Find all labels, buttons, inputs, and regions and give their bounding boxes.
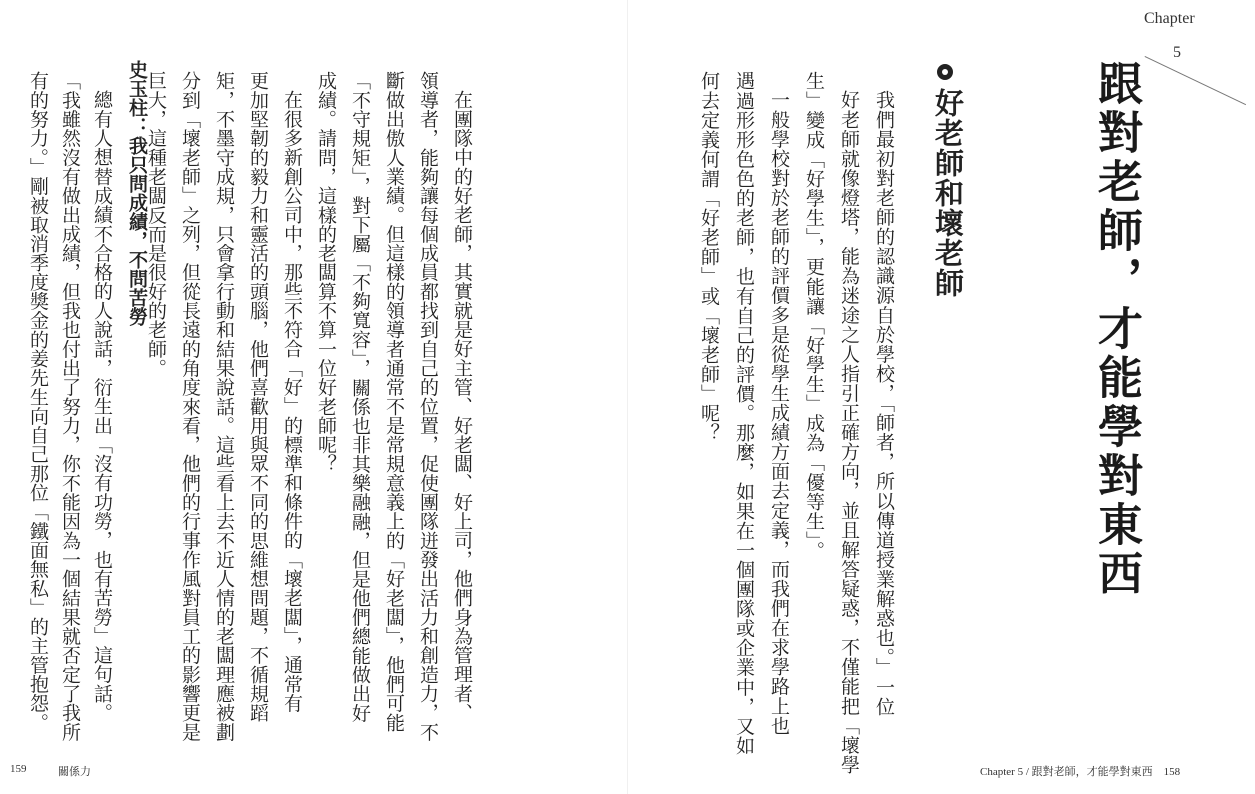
body-line: 更加堅韌的毅力和靈活的頭腦，他們喜歡用與眾不同的思維想問題，不循規蹈 [247, 71, 269, 723]
body-line: 在很多新創公司中，那些不符合「好」的標準和條件的「壞老闆」，通常有 [281, 90, 303, 713]
chapter-title: 跟對老師，才能學對東西 [1090, 60, 1143, 599]
body-line: 分到「壞老師」之列，但從長遠的角度來看，他們的行事作風對員工的影響更是 [179, 71, 201, 742]
chapter-number: 5 [1173, 44, 1181, 61]
running-title: 關係力 [58, 766, 91, 778]
body-line: 在團隊中的好老師，其實就是好主管、好老闆、好上司，他們身為管理者、 [451, 90, 473, 722]
right-page [628, 0, 1255, 794]
subheading: 史玉柱：我只問成績，不問苦勞 [126, 60, 148, 326]
body-line: 成績。請問，這樣的老闆算不算一位好老師呢？ [315, 71, 337, 474]
left-page [0, 0, 627, 794]
body-line: 我們最初對老師的認識源自於學校，「師者，所以傳道授業解惑也。」一位 [873, 90, 895, 717]
page-folio: Chapter 5 / 跟對老師，才能學對東西 158 [980, 766, 1181, 778]
body-line: 遇過形形色色的老師，也有自己的評價。那麼，如果在一個團隊或企業中，又如 [733, 71, 755, 756]
body-line: 一般學校對於老師的評價多是從學生成績方面去定義，而我們在求學路上也 [768, 90, 790, 736]
body-line: 領導者，能夠讓每個成員都找到自己的位置，促使團隊迸發出活力和創造力，不 [417, 71, 439, 742]
body-line: 生」變成「好學生」，更能讓「好學生」成為「優等生」。 [803, 71, 825, 561]
body-line: 矩，不墨守成規，只會拿行動和結果說話。這些看上去不近人情的老闆理應被劃 [213, 71, 235, 742]
chapter-label: Chapter [1144, 10, 1195, 27]
body-line: 斷做出傲人業績。但這樣的領導者通常不是常規意義上的「好老闆」，他們可能 [383, 71, 405, 732]
page-number: 159 [10, 763, 27, 775]
section-bullet-icon [937, 64, 953, 80]
body-line: 「我雖然沒有做出成績，但我也付出了努力，你不能因為一個結果就否定了我所 [59, 71, 81, 742]
section-heading: 好老師和壞老師 [931, 88, 965, 298]
body-line: 總有人想替成績不合格的人說話，衍生出「沒有功勞，也有苦勞」這句話。 [91, 90, 113, 722]
chapter-divider-line [1145, 56, 1247, 105]
body-line: 巨大，這種老闆反而是很好的老師。 [145, 71, 167, 378]
body-line: 好老師就像燈塔，能為迷途之人指引正確方向，並且解答疑惑，不僅能把「壞學 [838, 90, 860, 775]
body-line: 有的努力。」剛被取消季度獎金的姜先生向自己那位「鐵面無私」的主管抱怨。 [27, 71, 49, 732]
body-line: 「不守規矩」，對下屬「不夠寬容」，關係也非其樂融融，但是他們總能做出好 [349, 71, 371, 723]
body-line: 何去定義何謂「好老師」或「壞老師」呢？ [698, 71, 720, 443]
